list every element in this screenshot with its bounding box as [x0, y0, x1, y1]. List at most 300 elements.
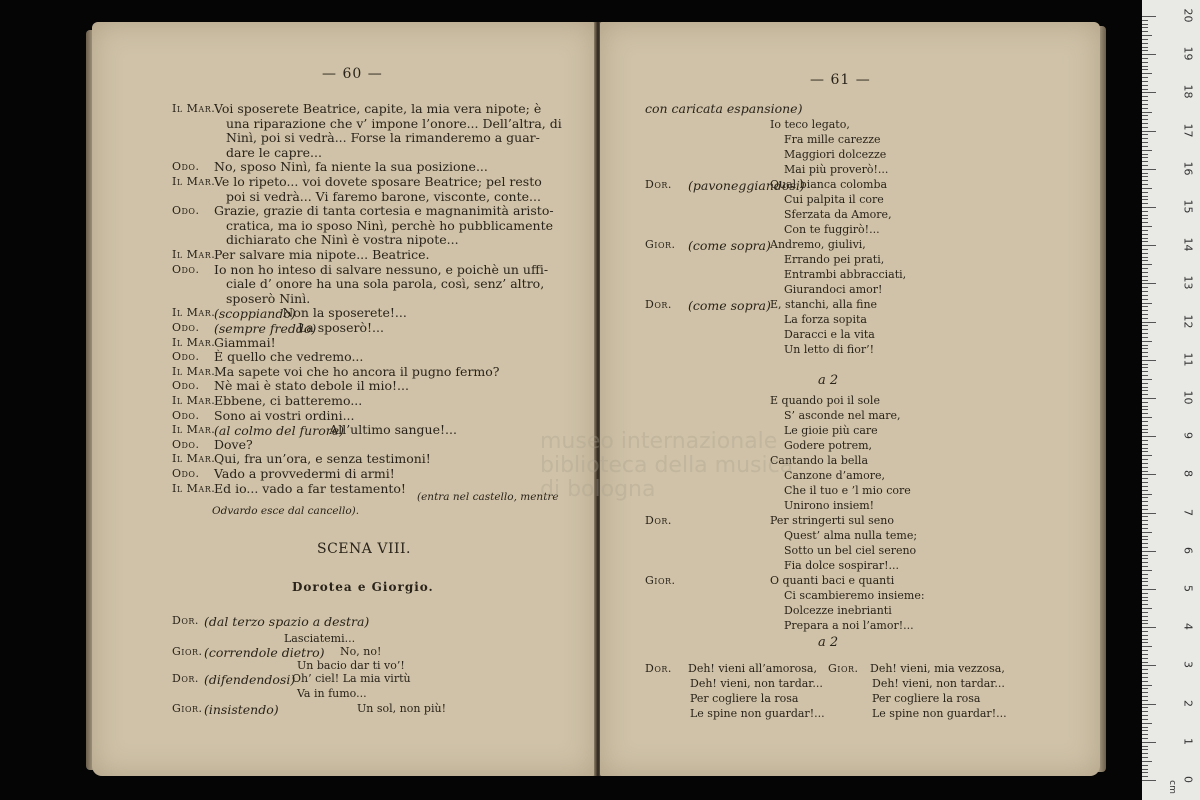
ruler-tick	[1142, 685, 1152, 686]
ruler-tick	[1142, 627, 1156, 628]
dialogue-line: Grazie, grazie di tanta cortesia e magnanimità aristo-	[214, 203, 554, 219]
verse-line: Fia dolce sospirar!...	[784, 559, 900, 572]
speaker-name: Odo.	[172, 379, 200, 393]
ruler-tick	[1142, 92, 1156, 93]
speaker-name: Gior.	[172, 645, 203, 658]
verse-line: Per cogliere la rosa	[690, 692, 799, 705]
ruler-tick	[1142, 264, 1152, 265]
ruler-number: 13	[1181, 275, 1195, 290]
ruler-tick	[1142, 486, 1148, 487]
ruler-tick	[1142, 406, 1148, 407]
ruler-tick	[1142, 520, 1148, 521]
dialogue-line: una riparazione che v’ impone l’onore... Dell’altra, di	[226, 115, 562, 131]
ruler-tick	[1142, 207, 1156, 208]
ruler-tick	[1142, 497, 1148, 498]
ruler-tick	[1142, 348, 1148, 349]
verse-line: O quanti baci e quanti	[770, 574, 895, 587]
stage-direction: (come sopra)	[688, 298, 771, 313]
ruler-tick	[1142, 746, 1148, 747]
verse-line: La forza sopita	[784, 313, 867, 326]
ruler-tick	[1142, 367, 1148, 368]
verse-line: Ci scambieremo insieme:	[784, 589, 925, 602]
verse-line: Sotto un bel ciel sereno	[784, 544, 917, 557]
ruler-tick	[1142, 291, 1148, 292]
ruler-tick	[1142, 532, 1152, 533]
stage-direction: (correndole dietro)	[204, 645, 325, 660]
speaker-name: Dor.	[645, 514, 672, 527]
speaker-name: Odo.	[172, 467, 200, 480]
ruler-tick	[1142, 161, 1148, 162]
stage-direction: Odvardo esce dal cancello).	[212, 505, 360, 517]
ruler-tick	[1142, 608, 1152, 609]
ruler-tick	[1142, 761, 1152, 762]
ruler-tick	[1142, 238, 1148, 239]
page-number-left: — 60 —	[322, 66, 383, 82]
ruler-tick	[1142, 154, 1148, 155]
ruler-tick	[1142, 165, 1148, 166]
ruler-number: 11	[1181, 352, 1195, 367]
verse-line: Va in fumo...	[297, 687, 367, 700]
ruler-tick	[1142, 100, 1148, 101]
ruler-tick	[1142, 650, 1148, 651]
ruler-tick	[1142, 432, 1148, 433]
ruler-number: 2	[1181, 699, 1195, 707]
ruler-tick	[1142, 203, 1148, 204]
verse-line: Con te fuggirò!...	[784, 223, 880, 236]
ruler-tick	[1142, 665, 1156, 666]
speaker-name: Dor.	[645, 178, 672, 191]
ruler-tick	[1142, 218, 1148, 219]
ruler-tick	[1142, 551, 1156, 552]
ruler-tick	[1142, 322, 1156, 323]
ruler-tick	[1142, 719, 1148, 720]
ruler-tick	[1142, 723, 1152, 724]
speaker-name: Dor.	[645, 662, 672, 675]
ruler-tick	[1142, 176, 1148, 177]
ruler-number: 9	[1181, 432, 1195, 440]
ruler-tick	[1142, 570, 1152, 571]
ruler-tick	[1142, 474, 1156, 475]
dialogue-line: ciale d’ onore ha una sola parola, così, senz’ altro,	[226, 276, 545, 292]
dialogue-line: Sono ai vostri ordini...	[214, 407, 355, 423]
verse-line: Errando pei prati,	[784, 253, 885, 266]
ruler-tick	[1142, 509, 1148, 510]
a-due-heading: a 2	[818, 373, 839, 388]
ruler-tick	[1142, 241, 1148, 242]
verse-line: Giurandoci amor!	[784, 283, 883, 296]
dialogue-line: Dove?	[214, 436, 253, 452]
dialogue-line: No, sposo Ninì, fa niente la sua posizione...	[214, 159, 488, 175]
verse-line: Maggiori dolcezze	[784, 148, 887, 161]
ruler-tick	[1142, 769, 1148, 770]
ruler-tick	[1142, 513, 1156, 514]
ruler-tick	[1142, 352, 1148, 353]
verse-line: Andremo, giulivi,	[770, 238, 866, 251]
ruler-number: 14	[1181, 237, 1195, 252]
dialogue-line: È quello che vedremo...	[214, 349, 364, 365]
ruler-tick	[1142, 417, 1152, 418]
dialogue-line: La sposerò!...	[298, 320, 384, 335]
ruler-tick	[1142, 753, 1148, 754]
ruler-tick	[1142, 738, 1148, 739]
ruler-tick	[1142, 287, 1148, 288]
speaker-name: Gior.	[645, 574, 676, 587]
ruler-tick	[1142, 69, 1148, 70]
ruler-tick	[1142, 593, 1148, 594]
verse-line: Le spine non guardar!...	[690, 707, 825, 720]
ruler-tick	[1142, 566, 1148, 567]
ruler-tick	[1142, 108, 1148, 109]
watermark	[520, 430, 793, 502]
stage-direction: (insistendo)	[204, 702, 279, 717]
ruler-tick	[1142, 673, 1148, 674]
ruler-number: 4	[1181, 623, 1195, 631]
speaker-name: Odo.	[172, 160, 200, 174]
ruler-tick	[1142, 184, 1148, 185]
ruler-tick	[1142, 448, 1148, 449]
ruler-tick	[1142, 379, 1152, 380]
stage-direction: con caricata espansione)	[645, 101, 803, 116]
ruler-tick	[1142, 260, 1148, 261]
page-number-right: — 61 —	[810, 72, 871, 88]
ruler-tick	[1142, 772, 1148, 773]
verse-line: Unirono insiem!	[784, 499, 875, 512]
verse-line: Fra mille carezze	[784, 133, 881, 146]
speaker-name: Il Mar.	[172, 175, 216, 188]
ruler-tick	[1142, 142, 1148, 143]
dialogue-line: sposerò Ninì.	[226, 290, 311, 306]
ruler-tick	[1142, 314, 1148, 315]
dialogue-line: Ebbene, ci batteremo...	[214, 393, 363, 408]
speaker-name: Odo.	[172, 321, 200, 334]
ruler-tick	[1142, 24, 1148, 25]
ruler-tick	[1142, 742, 1156, 743]
ruler-tick	[1142, 681, 1148, 682]
ruler-tick	[1142, 734, 1148, 735]
verse-line: Un letto di fior’!	[784, 343, 875, 356]
ruler-number: 6	[1181, 546, 1195, 554]
verse-line: Le spine non guardar!...	[872, 707, 1007, 720]
dialogue-line: Ed io... vado a far testamento!	[214, 480, 406, 496]
ruler-tick	[1142, 196, 1148, 197]
ruler-tick	[1142, 337, 1148, 338]
ruler-tick	[1142, 226, 1152, 227]
ruler-tick	[1142, 299, 1148, 300]
verse-line: Io teco legato,	[770, 118, 850, 131]
ruler-tick	[1142, 81, 1148, 82]
ruler-tick	[1142, 16, 1156, 17]
ruler-tick	[1142, 471, 1148, 472]
ruler-tick	[1142, 547, 1148, 548]
ruler-number: 19	[1181, 46, 1195, 61]
ruler-tick	[1142, 96, 1148, 97]
ruler-tick	[1142, 119, 1148, 120]
ruler-tick	[1142, 757, 1148, 758]
speaker-name: Odo.	[172, 408, 200, 422]
right-page	[600, 22, 1100, 776]
watermark-line: di bologna	[540, 477, 656, 502]
ruler-tick	[1142, 558, 1148, 559]
ruler-tick	[1142, 578, 1148, 579]
ruler-tick	[1142, 115, 1148, 116]
ruler-tick	[1142, 429, 1148, 430]
ruler-tick	[1142, 604, 1148, 605]
ruler-tick	[1142, 440, 1148, 441]
ruler-tick	[1142, 127, 1148, 128]
ruler-tick	[1142, 27, 1148, 28]
ruler-tick	[1142, 662, 1148, 663]
ruler-tick	[1142, 283, 1156, 284]
ruler-tick	[1142, 692, 1148, 693]
ruler-tick	[1142, 356, 1148, 357]
ruler-tick	[1142, 169, 1156, 170]
ruler-number: 10	[1181, 390, 1195, 405]
ruler-tick	[1142, 211, 1148, 212]
ruler-tick	[1142, 272, 1148, 273]
ruler-tick	[1142, 104, 1148, 105]
verse-line: Entrambi abbracciati,	[784, 268, 907, 281]
ruler-tick	[1142, 455, 1152, 456]
verse-line: Per stringerti sul seno	[770, 514, 894, 527]
stage-direction: (difendendosi)	[204, 672, 296, 687]
ruler-tick	[1142, 310, 1148, 311]
ruler-tick	[1142, 776, 1148, 777]
ruler-tick	[1142, 528, 1148, 529]
measuring-ruler	[1142, 0, 1200, 800]
ruler-tick	[1142, 631, 1148, 632]
ruler-tick	[1142, 138, 1148, 139]
ruler-tick	[1142, 345, 1148, 346]
ruler-tick	[1142, 303, 1152, 304]
ruler-tick	[1142, 146, 1148, 147]
ruler-tick	[1142, 524, 1148, 525]
speaker-name: Il Mar.	[172, 423, 216, 437]
ruler-tick	[1142, 646, 1152, 647]
ruler-tick	[1142, 123, 1148, 124]
verse-line: Oh’ ciel! La mia virtù	[292, 672, 411, 685]
ruler-number: 8	[1181, 470, 1195, 478]
dialogue-line: cratica, ma io sposo Ninì, perchè ho pubblicamente	[226, 217, 553, 233]
ruler-tick	[1142, 574, 1148, 575]
ruler-tick	[1142, 727, 1148, 728]
verse-line: Mai più proverò!...	[784, 163, 889, 176]
ruler-tick	[1142, 597, 1148, 598]
dialogue-line: poi si vedrà... Vi faremo barone, visconte, conte...	[226, 188, 541, 204]
ruler-tick	[1142, 306, 1148, 307]
ruler-tick	[1142, 589, 1156, 590]
verse-line: Lasciatemi...	[284, 632, 356, 645]
speaker-name: Gior.	[172, 702, 203, 715]
ruler-tick	[1142, 230, 1148, 231]
ruler-number: 0	[1181, 776, 1195, 783]
verse-line: Deh! vieni, non tardar...	[872, 677, 1005, 690]
ruler-tick	[1142, 180, 1148, 181]
speaker-name: Odo.	[172, 350, 200, 364]
verse-line: Un bacio dar ti vo’!	[297, 659, 405, 672]
ruler-number: 5	[1181, 585, 1195, 592]
verse-line: S’ asconde nel mare,	[784, 409, 901, 422]
speaker-name: Il Mar.	[172, 481, 216, 495]
ruler-tick	[1142, 562, 1148, 563]
dialogue-line: Vado a provvedermi di armi!	[214, 466, 395, 481]
dialogue-line: Io non ho inteso di salvare nessuno, e poichè un uffi-	[214, 261, 549, 277]
verse-line: Qual bianca colomba	[770, 178, 888, 191]
a-due-heading: a 2	[818, 635, 839, 650]
ruler-tick	[1142, 199, 1148, 200]
speaker-name: Il Mar.	[172, 364, 216, 378]
ruler-tick	[1142, 436, 1156, 437]
ruler-tick	[1142, 390, 1148, 391]
ruler-tick	[1142, 387, 1148, 388]
ruler-tick	[1142, 516, 1148, 517]
ruler-unit: cm	[1167, 780, 1177, 794]
ruler-tick	[1142, 39, 1148, 40]
ruler-tick	[1142, 257, 1148, 258]
ruler-tick	[1142, 234, 1148, 235]
ruler-tick	[1142, 585, 1148, 586]
ruler-tick	[1142, 620, 1148, 621]
ruler-tick	[1142, 467, 1148, 468]
ruler-number: 1	[1181, 737, 1195, 745]
ruler-tick	[1142, 112, 1152, 113]
ruler-tick	[1142, 66, 1148, 67]
ruler-tick	[1142, 394, 1148, 395]
dialogue-line: dare le capre...	[226, 144, 322, 160]
ruler-tick	[1142, 715, 1148, 716]
speaker-name: Dor.	[172, 614, 199, 627]
ruler-tick	[1142, 478, 1148, 479]
scene-title: SCENA VIII.	[317, 541, 411, 557]
speaker-name: Gior.	[828, 662, 859, 675]
dialogue-line: Qui, fra un’ora, e senza testimoni!	[214, 451, 431, 467]
ruler-tick	[1142, 295, 1148, 296]
ruler-tick	[1142, 375, 1148, 376]
ruler-tick	[1142, 253, 1148, 254]
speaker-name: Gior.	[645, 238, 676, 251]
verse-line: Dolcezze inebrianti	[784, 604, 892, 617]
verse-line: Godere potrem,	[784, 439, 873, 452]
ruler-tick	[1142, 192, 1148, 193]
ruler-tick	[1142, 536, 1148, 537]
ruler-tick	[1142, 325, 1148, 326]
watermark-line: museo internazionale	[540, 429, 778, 454]
ruler-tick	[1142, 31, 1148, 32]
ruler-tick	[1142, 215, 1148, 216]
ruler-tick	[1142, 749, 1148, 750]
verse-line: E, stanchi, alla fine	[770, 298, 878, 311]
ruler-tick	[1142, 654, 1148, 655]
ruler-tick	[1142, 77, 1148, 78]
verse-line: Prepara a noi l’amor!...	[784, 619, 914, 632]
stage-direction: (entra nel castello, mentre	[417, 491, 559, 503]
dialogue-line: Ma sapete voi che ho ancora il pugno fermo?	[214, 363, 500, 379]
ruler-tick	[1142, 364, 1148, 365]
ruler-tick	[1142, 704, 1156, 705]
ruler-tick	[1142, 600, 1148, 601]
ruler-tick	[1142, 444, 1148, 445]
ruler-tick	[1142, 501, 1148, 502]
ruler-tick	[1142, 173, 1148, 174]
ruler-tick	[1142, 494, 1152, 495]
ruler-tick	[1142, 43, 1148, 44]
ruler-tick	[1142, 707, 1148, 708]
speaker-name: Odo.	[172, 262, 200, 276]
speaker-name: Odo.	[172, 204, 200, 218]
ruler-tick	[1142, 635, 1148, 636]
speaker-name: Il Mar.	[172, 248, 216, 261]
verse-line: Cui palpita il core	[784, 193, 884, 206]
ruler-tick	[1142, 711, 1148, 712]
verse-line: Deh! vieni, non tardar...	[690, 677, 823, 690]
ruler-tick	[1142, 62, 1148, 63]
dialogue-line: Ve lo ripeto... voi dovete sposare Beatrice; pel resto	[214, 174, 542, 189]
ruler-tick	[1142, 73, 1152, 74]
verse-line: Per cogliere la rosa	[872, 692, 981, 705]
ruler-tick	[1142, 318, 1148, 319]
verse-line: Deh! vieni all’amorosa,	[688, 662, 817, 675]
ruler-tick	[1142, 157, 1148, 158]
ruler-tick	[1142, 245, 1156, 246]
left-page	[92, 22, 595, 776]
stage-direction: (al colmo del furore)	[214, 423, 344, 439]
verse-line: Deh! vieni, mia vezzosa,	[870, 662, 1005, 675]
verse-line: Daracci e la vita	[784, 328, 875, 341]
verse-line: Canzone d’amore,	[784, 469, 885, 482]
ruler-tick	[1142, 360, 1156, 361]
ruler-tick	[1142, 677, 1148, 678]
ruler-tick	[1142, 341, 1152, 342]
speaker-name: Dor.	[645, 298, 672, 311]
verse-line: No, no!	[340, 645, 382, 658]
ruler-number: 20	[1181, 8, 1195, 23]
dialogue-line: Ninì, poi si vedrà... Forse la rimanderemo a guar-	[226, 130, 540, 146]
ruler-tick	[1142, 669, 1148, 670]
verse-line: Le gioie più care	[784, 424, 878, 437]
stage-direction: (sempre freddo)	[214, 321, 317, 336]
verse-line: E quando poi il sole	[770, 394, 880, 407]
stage-direction: (scoppiando)	[214, 306, 296, 322]
verse-line: Cantando la bella	[770, 454, 869, 467]
stage-direction: (pavoneggiandosi)	[688, 178, 805, 193]
speaker-name: Il Mar.	[172, 306, 216, 320]
speaker-name: Il Mar.	[172, 335, 216, 349]
ruler-tick	[1142, 58, 1148, 59]
ruler-tick	[1142, 765, 1148, 766]
ruler-tick	[1142, 383, 1148, 384]
speaker-name: Odo.	[172, 437, 200, 451]
ruler-number: 12	[1181, 314, 1195, 329]
verse-line: Sferzata da Amore,	[784, 208, 892, 221]
ruler-tick	[1142, 482, 1148, 483]
dialogue-line: Voi sposerete Beatrice, capite, la mia vera nipote; è	[214, 101, 542, 116]
speaker-name: Il Mar.	[172, 394, 216, 407]
ruler-tick	[1142, 333, 1148, 334]
ruler-tick	[1142, 459, 1148, 460]
ruler-tick	[1142, 425, 1148, 426]
ruler-tick	[1142, 131, 1156, 132]
ruler-tick	[1142, 47, 1148, 48]
ruler-number: 17	[1181, 123, 1195, 138]
ruler-tick	[1142, 581, 1148, 582]
ruler-number: 15	[1181, 199, 1195, 214]
ruler-tick	[1142, 463, 1148, 464]
ruler-tick	[1142, 89, 1148, 90]
stage-direction: (come sopra)	[688, 238, 771, 253]
ruler-number: 3	[1181, 661, 1195, 669]
ruler-tick	[1142, 505, 1148, 506]
speaker-name: Il Mar.	[172, 452, 216, 466]
ruler-tick	[1142, 730, 1148, 731]
